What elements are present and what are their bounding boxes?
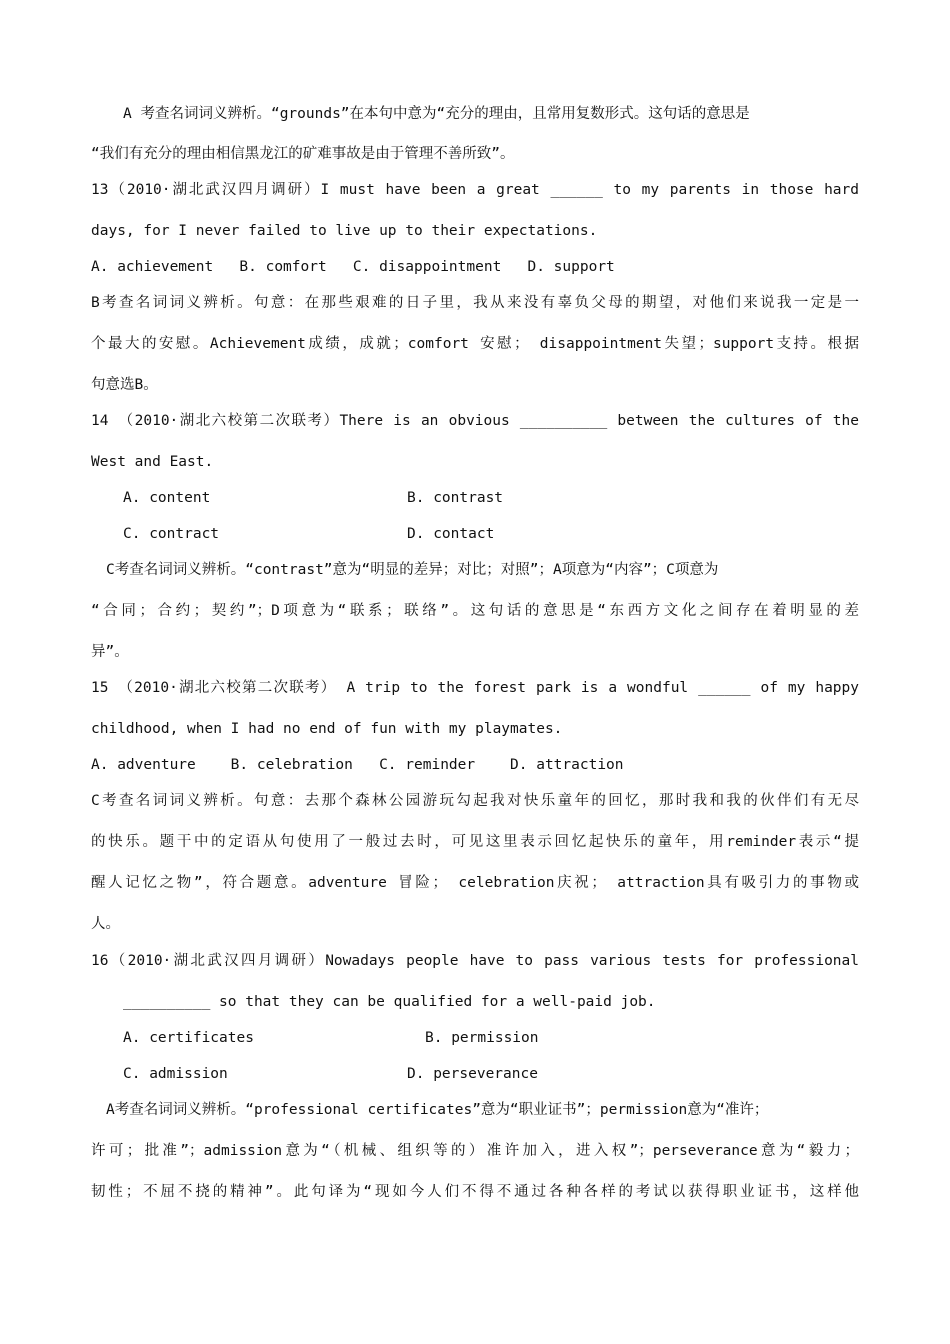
question-14-option-b: B. contrast [407, 490, 504, 506]
question-15-stem-line-1: 15 （2010·湖北六校第二次联考） A trip to the forest park is a wondful ______ of my happy [91, 680, 859, 696]
explanation-16-line-2: 许可；批准”；admission意为“（机械、组织等的）准许加入，进入权”；perseverance意为“毅力； [91, 1143, 859, 1159]
explanation-12-line-2: “我们有充分的理由相信黑龙江的矿难事故是由于管理不善所致”。 [91, 146, 515, 162]
explanation-14-line-2: “合同；合约；契约”；D项意为“联系；联络”。这句话的意思是“东西方文化之间存在着明显的差 [91, 603, 859, 619]
question-15-options: A. adventure B. celebration C. reminder D. attraction [91, 757, 624, 773]
explanation-15-line-2: 的快乐。题干中的定语从句使用了一般过去时，可见这里表示回忆起快乐的童年，用reminder表示“提 [91, 834, 859, 850]
explanation-15-line-4: 人。 [91, 916, 120, 932]
explanation-13-line-1: B考查名词词义辨析。句意：在那些艰难的日子里，我从来没有辜负父母的期望，对他们来说我一定是一 [91, 295, 859, 311]
explanation-14-line-3: 异”。 [91, 644, 129, 660]
question-14-option-d: D. contact [407, 526, 495, 542]
explanation-14-line-1: C考查名词词义辨析。“contrast”意为“明显的差异；对比；对照”；A项意为“内容”；C项意为 [106, 562, 719, 578]
explanation-15-line-3: 醒人记忆之物”，符合题意。adventure 冒险； celebration庆祝； attraction具有吸引力的事物或 [91, 875, 859, 891]
question-13-options: A. achievement B. comfort C. disappointment D. support [91, 259, 615, 275]
explanation-13-line-3: 句意选B。 [91, 377, 158, 393]
question-16-option-d: D. perseverance [407, 1066, 538, 1082]
question-13-stem-line-2: days, for I never failed to live up to their expectations. [91, 223, 598, 239]
question-16-option-b: B. permission [425, 1030, 539, 1046]
question-14-option-c: C. contract [123, 526, 220, 542]
question-16-option-a: A. certificates [123, 1030, 254, 1046]
question-13-stem-line-1: 13（2010·湖北武汉四月调研）I must have been a great ______ to my parents in those hard [91, 182, 859, 198]
question-14-option-a: A. content [123, 490, 211, 506]
explanation-12-line-1: A 考查名词词义辨析。“grounds”在本句中意为“充分的理由，且常用复数形式。这句话的意思是 [123, 106, 750, 122]
question-16-stem-line-1: 16（2010·湖北武汉四月调研）Nowadays people have to pass various tests for professional [91, 953, 859, 969]
question-16-stem-line-2: __________ so that they can be qualified for a well-paid job. [123, 994, 656, 1010]
question-16-option-c: C. admission [123, 1066, 228, 1082]
explanation-15-line-1: C考查名词词义辨析。句意：去那个森林公园游玩勾起我对快乐童年的回忆，那时我和我的伙伴们有无尽 [91, 793, 859, 809]
question-14-stem-line-2: West and East. [91, 454, 214, 470]
question-14-stem-line-1: 14 （2010·湖北六校第二次联考）There is an obvious __________ between the cultures of the [91, 413, 859, 429]
question-15-stem-line-2: childhood, when I had no end of fun with my playmates. [91, 721, 563, 737]
explanation-13-line-2: 个最大的安慰。Achievement成绩，成就；comfort 安慰； disappointment失望；support支持。根据 [91, 336, 859, 352]
explanation-16-line-1: A考查名词词义辨析。“professional certificates”意为“职业证书”；permission意为“准许； [106, 1102, 769, 1118]
explanation-16-line-3: 韧性；不屈不挠的精神”。此句译为“现如今人们不得不通过各种各样的考试以获得职业证书，这样他 [91, 1184, 859, 1200]
